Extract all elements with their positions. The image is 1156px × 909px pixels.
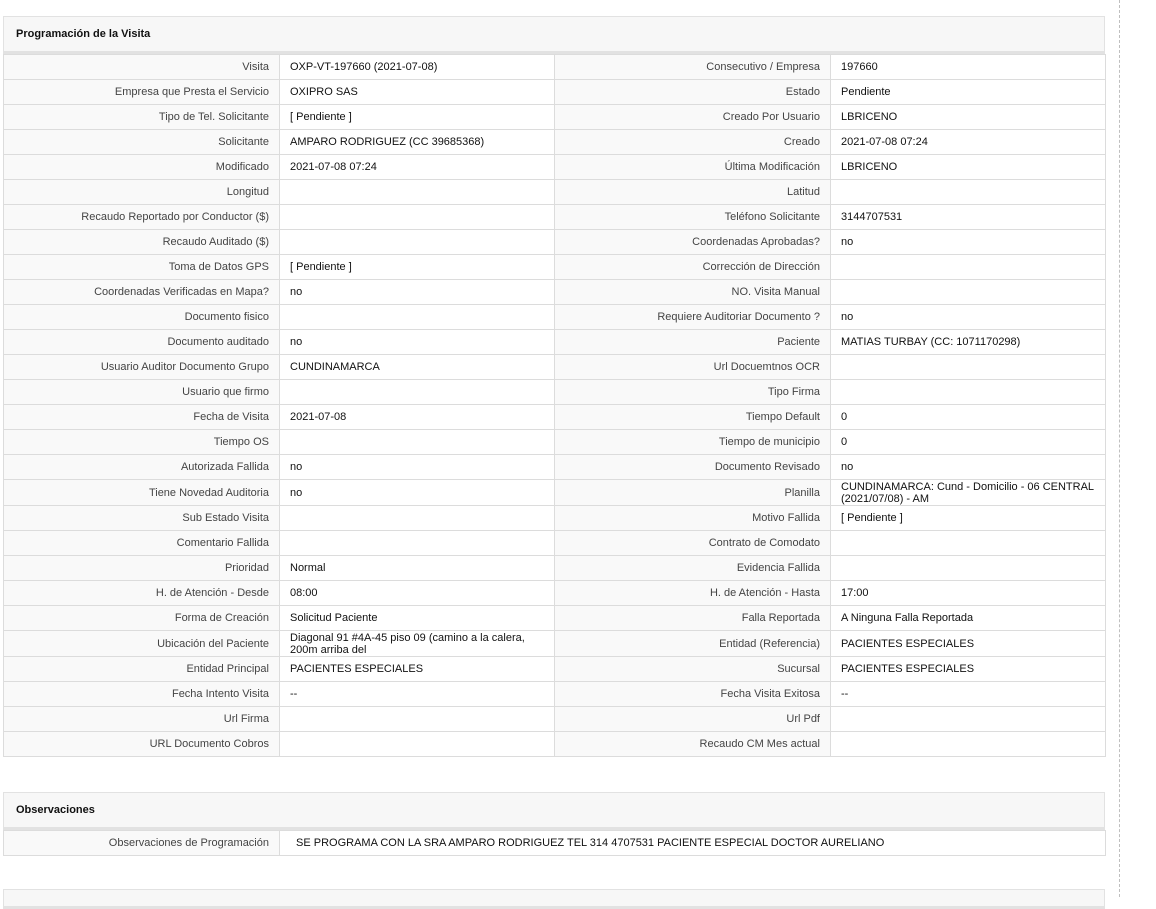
programacion-row xyxy=(4,255,1106,280)
programacion-row xyxy=(4,230,1106,255)
field-label-right: Evidencia Fallida xyxy=(555,556,831,581)
programacion-table xyxy=(3,54,1106,757)
field-value-left xyxy=(280,732,555,757)
programacion-row xyxy=(4,430,1106,455)
field-label-left: Forma de Creación xyxy=(4,606,280,631)
field-value-left: Solicitud Paciente xyxy=(280,606,555,631)
field-label-left: Autorizada Fallida xyxy=(4,455,280,480)
field-label-right: Fecha Visita Exitosa xyxy=(555,682,831,707)
observaciones-table xyxy=(3,830,1106,856)
programacion-row xyxy=(4,80,1106,105)
field-value-left: AMPARO RODRIGUEZ (CC 39685368) xyxy=(280,130,555,155)
field-label-left: Empresa que Presta el Servicio xyxy=(4,80,280,105)
programacion-row xyxy=(4,405,1106,430)
field-value-right: CUNDINAMARCA: Cund - Domicilio - 06 CENTRAL (2021/07/08) - AM xyxy=(831,480,1106,506)
field-value-left: no xyxy=(280,330,555,355)
observaciones-label: Observaciones de Programación xyxy=(4,831,280,856)
field-value-right xyxy=(831,707,1106,732)
field-label-left: Modificado xyxy=(4,155,280,180)
programacion-row xyxy=(4,355,1106,380)
programacion-row xyxy=(4,55,1106,80)
field-label-left: H. de Atención - Desde xyxy=(4,581,280,606)
field-label-right: Sucursal xyxy=(555,657,831,682)
field-label-right: Paciente xyxy=(555,330,831,355)
field-value-left: Diagonal 91 #4A-45 piso 09 (camino a la calera, 200m arriba del xyxy=(280,631,555,657)
field-label-left: Prioridad xyxy=(4,556,280,581)
field-label-left: Longitud xyxy=(4,180,280,205)
field-label-right: Estado xyxy=(555,80,831,105)
field-value-left: [ Pendiente ] xyxy=(280,105,555,130)
field-value-left: [ Pendiente ] xyxy=(280,255,555,280)
field-label-left: Documento auditado xyxy=(4,330,280,355)
field-label-right: H. de Atención - Hasta xyxy=(555,581,831,606)
programacion-row xyxy=(4,707,1106,732)
programacion-row xyxy=(4,180,1106,205)
field-label-left: Recaudo Reportado por Conductor ($) xyxy=(4,205,280,230)
field-value-right: no xyxy=(831,230,1106,255)
field-value-left: 2021-07-08 07:24 xyxy=(280,155,555,180)
field-value-right xyxy=(831,531,1106,556)
field-value-right: MATIAS TURBAY (CC: 1071170298) xyxy=(831,330,1106,355)
field-label-left: Documento fisico xyxy=(4,305,280,330)
field-label-left: Tiene Novedad Auditoria xyxy=(4,480,280,506)
field-value-right: 3144707531 xyxy=(831,205,1106,230)
programacion-row xyxy=(4,155,1106,180)
field-label-right: Latitud xyxy=(555,180,831,205)
field-label-right: Coordenadas Aprobadas? xyxy=(555,230,831,255)
field-value-left: no xyxy=(280,455,555,480)
field-label-left: Coordenadas Verificadas en Mapa? xyxy=(4,280,280,305)
field-label-left: Usuario Auditor Documento Grupo xyxy=(4,355,280,380)
field-label-right: Recaudo CM Mes actual xyxy=(555,732,831,757)
programacion-row xyxy=(4,380,1106,405)
field-value-right: 197660 xyxy=(831,55,1106,80)
field-label-right: Contrato de Comodato xyxy=(555,531,831,556)
field-label-right: Tipo Firma xyxy=(555,380,831,405)
field-label-left: Toma de Datos GPS xyxy=(4,255,280,280)
field-label-right: Corrección de Dirección xyxy=(555,255,831,280)
programacion-row xyxy=(4,682,1106,707)
field-label-left: Tiempo OS xyxy=(4,430,280,455)
programacion-row xyxy=(4,130,1106,155)
programacion-row xyxy=(4,330,1106,355)
next-panel xyxy=(3,889,1105,909)
field-label-right: Consecutivo / Empresa xyxy=(555,55,831,80)
field-label-left: Fecha de Visita xyxy=(4,405,280,430)
field-value-left xyxy=(280,205,555,230)
field-label-left: Usuario que firmo xyxy=(4,380,280,405)
field-value-left xyxy=(280,230,555,255)
programacion-row xyxy=(4,205,1106,230)
field-value-right xyxy=(831,280,1106,305)
field-value-right: [ Pendiente ] xyxy=(831,506,1106,531)
observaciones-value: SE PROGRAMA CON LA SRA AMPARO RODRIGUEZ TEL 314 4707531 PACIENTE ESPECIAL DOCTOR AURELIANO xyxy=(280,831,1106,856)
field-value-left: Normal xyxy=(280,556,555,581)
field-value-right: A Ninguna Falla Reportada xyxy=(831,606,1106,631)
field-value-right xyxy=(831,732,1106,757)
observaciones-row xyxy=(4,831,1106,856)
field-value-left xyxy=(280,506,555,531)
field-label-right: Tiempo de municipio xyxy=(555,430,831,455)
field-label-left: Tipo de Tel. Solicitante xyxy=(4,105,280,130)
field-label-left: Comentario Fallida xyxy=(4,531,280,556)
field-label-left: Ubicación del Paciente xyxy=(4,631,280,657)
field-value-left: CUNDINAMARCA xyxy=(280,355,555,380)
field-value-right xyxy=(831,380,1106,405)
field-label-left: URL Documento Cobros xyxy=(4,732,280,757)
field-label-right: Falla Reportada xyxy=(555,606,831,631)
programacion-row xyxy=(4,506,1106,531)
programacion-row xyxy=(4,480,1106,506)
field-value-right xyxy=(831,556,1106,581)
field-value-right: -- xyxy=(831,682,1106,707)
programacion-row xyxy=(4,455,1106,480)
field-value-left: no xyxy=(280,280,555,305)
field-label-left: Url Firma xyxy=(4,707,280,732)
field-value-right xyxy=(831,180,1106,205)
field-label-right: Creado xyxy=(555,130,831,155)
field-label-right: NO. Visita Manual xyxy=(555,280,831,305)
field-value-right: LBRICENO xyxy=(831,155,1106,180)
next-panel-title xyxy=(3,889,1105,909)
field-value-right xyxy=(831,255,1106,280)
field-label-right: Url Pdf xyxy=(555,707,831,732)
field-value-left xyxy=(280,180,555,205)
field-value-right: no xyxy=(831,305,1106,330)
field-value-left: OXIPRO SAS xyxy=(280,80,555,105)
field-value-left xyxy=(280,531,555,556)
field-label-right: Documento Revisado xyxy=(555,455,831,480)
programacion-row xyxy=(4,732,1106,757)
field-value-right: PACIENTES ESPECIALES xyxy=(831,631,1106,657)
field-value-right xyxy=(831,355,1106,380)
page-border xyxy=(1119,0,1120,897)
field-value-left xyxy=(280,430,555,455)
programacion-row xyxy=(4,606,1106,631)
field-value-right: 0 xyxy=(831,405,1106,430)
field-value-left: 08:00 xyxy=(280,581,555,606)
field-value-right: LBRICENO xyxy=(831,105,1106,130)
field-value-left: no xyxy=(280,480,555,506)
programacion-row xyxy=(4,280,1106,305)
field-value-left: PACIENTES ESPECIALES xyxy=(280,657,555,682)
field-value-right: no xyxy=(831,455,1106,480)
observaciones-panel xyxy=(3,792,1105,856)
field-label-right: Motivo Fallida xyxy=(555,506,831,531)
field-label-right: Creado Por Usuario xyxy=(555,105,831,130)
programacion-row xyxy=(4,581,1106,606)
field-value-left: 2021-07-08 xyxy=(280,405,555,430)
programacion-row xyxy=(4,556,1106,581)
programacion-row xyxy=(4,657,1106,682)
field-value-left: OXP-VT-197660 (2021-07-08) xyxy=(280,55,555,80)
field-value-right: Pendiente xyxy=(831,80,1106,105)
field-value-right: 2021-07-08 07:24 xyxy=(831,130,1106,155)
field-value-left xyxy=(280,305,555,330)
field-label-right: Tiempo Default xyxy=(555,405,831,430)
field-label-left: Recaudo Auditado ($) xyxy=(4,230,280,255)
field-value-right: 17:00 xyxy=(831,581,1106,606)
field-value-right: PACIENTES ESPECIALES xyxy=(831,657,1106,682)
programacion-row xyxy=(4,105,1106,130)
field-value-left xyxy=(280,380,555,405)
programacion-row xyxy=(4,531,1106,556)
field-label-right: Planilla xyxy=(555,480,831,506)
observaciones-panel-title: Observaciones xyxy=(3,792,1105,830)
field-label-left: Solicitante xyxy=(4,130,280,155)
field-label-right: Última Modificación xyxy=(555,155,831,180)
field-label-right: Entidad (Referencia) xyxy=(555,631,831,657)
field-label-left: Sub Estado Visita xyxy=(4,506,280,531)
field-label-right: Requiere Auditoriar Documento ? xyxy=(555,305,831,330)
programacion-panel-title: Programación de la Visita xyxy=(3,16,1105,54)
field-value-left: -- xyxy=(280,682,555,707)
field-label-right: Url Docuemtnos OCR xyxy=(555,355,831,380)
programacion-row xyxy=(4,631,1106,657)
programacion-panel xyxy=(3,16,1105,757)
field-label-left: Visita xyxy=(4,55,280,80)
field-label-right: Teléfono Solicitante xyxy=(555,205,831,230)
programacion-row xyxy=(4,305,1106,330)
field-label-left: Fecha Intento Visita xyxy=(4,682,280,707)
field-label-left: Entidad Principal xyxy=(4,657,280,682)
field-value-left xyxy=(280,707,555,732)
field-value-right: 0 xyxy=(831,430,1106,455)
